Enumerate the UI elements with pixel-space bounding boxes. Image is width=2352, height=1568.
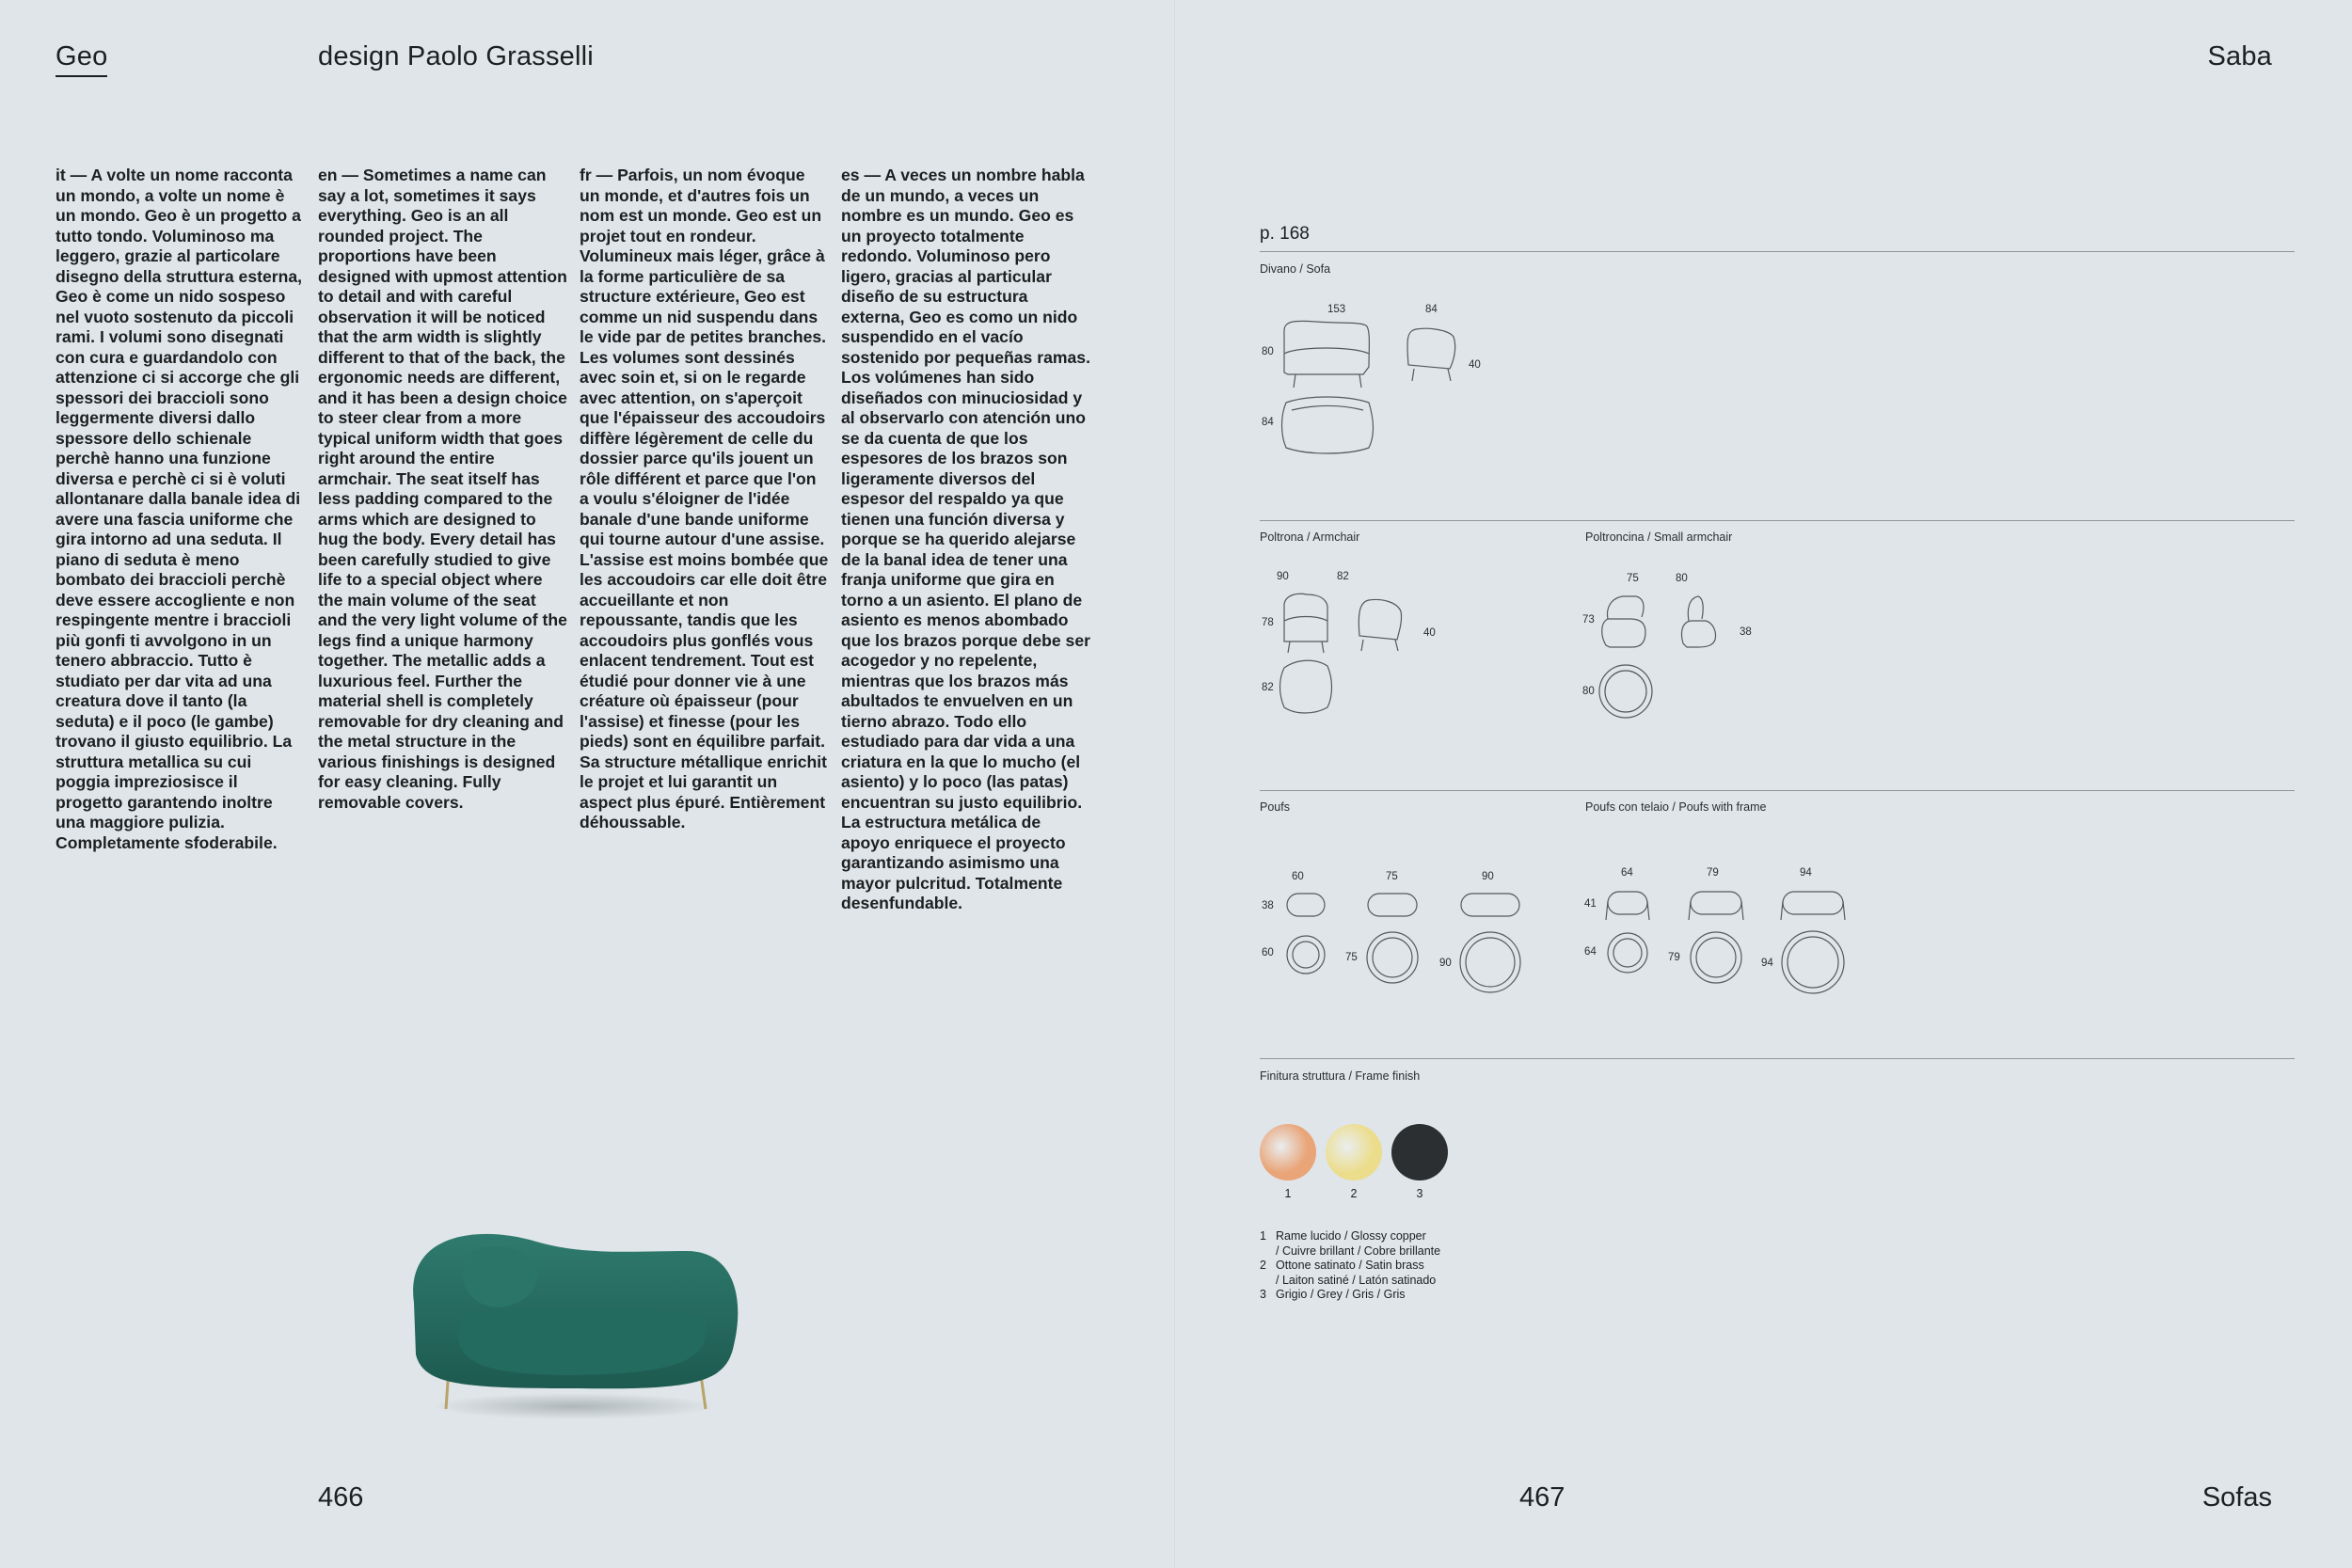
pouf-frame-width-3: 94 (1800, 867, 1812, 879)
sofa-depth: 84 (1425, 304, 1438, 315)
armchair-height: 78 (1262, 617, 1274, 628)
brand-name: Saba (2207, 41, 2272, 71)
armchair-seat-height: 40 (1423, 627, 1436, 639)
divider (1260, 251, 2295, 252)
finish-item-text: Rame lucido / Glossy copper / Cuivre brillant / Cobre brillante (1276, 1229, 1441, 1258)
sofa-photo (395, 1213, 753, 1430)
small-armchair-width: 75 (1627, 573, 1639, 584)
finish-item-number: 3 (1260, 1288, 1266, 1301)
finish-swatch-1 (1260, 1124, 1316, 1180)
text-spanish: es — A veces un nombre habla de un mundo, a veces un nombre es un mundo. Geo es un proyecto totalmente redondo. Voluminoso pero ligero, gracias al particular diseño de su estructura externa, Geo es como un nido suspendido en el vacío sostenido por pequeñas ramas. Los volúmenes han sido diseñados con minuciosidad y al observarlo con atención uno se da cuenta de que los espesores de los brazos son ligeramente diversos del espesor del respaldo ya que tienen una función diversa y porque se ha querido alejarse de la banal idea de tener una franja uniforme que gira en torno a un asiento. El plano de asiento es menos abombado que los brazos porque debe ser acogedor y no repelente, mientras que los brazos más abultados te envuelven en un tierno abrazo. Todo ello estudiado para dar vida a una criatura en la que lo mucho (el asiento) y lo poco (las patas) encuentran su justo equilibrio. La estructura metálica de apoyo enriquece el proyecto garantizando asimismo una mayor pulcritud. Totalmente desenfundable. (841, 166, 1090, 912)
page-number-right: 467 (1519, 1482, 1565, 1513)
poufs-frame-drawing (1175, 0, 1176, 1)
sofa-label: Divano / Sofa (1260, 262, 1331, 276)
poufs-label: Poufs (1260, 800, 1290, 814)
pouf-width-3: 90 (1482, 871, 1494, 882)
small-armchair-height: 73 (1582, 614, 1595, 626)
pouf-diameter-2: 75 (1345, 952, 1358, 963)
divider (1260, 790, 2295, 791)
finish-list (1260, 1229, 1440, 1303)
armchair-width: 90 (1277, 571, 1289, 582)
pouf-frame-diameter-2: 79 (1668, 952, 1680, 963)
text-english: en — Sometimes a name can say a lot, sometimes it says everything. Geo is an all rounded project. The proportions have been designed with upmost attention to detail and with careful observation it will be noticed that the arm width is slightly different to that of the back, the ergonomic needs are different, and it has been a design choice to steer clear from a more typical uniform width that goes right around the entire armchair. The seat itself has less padding compared to the arms which are designed to hug the body. Every detail has been carefully studied to give life to a special object where the main volume of the seat and the very light volume of the legs find a unique harmony together. The metallic adds a luxurious feel. Further the material shell is completely removable for dry cleaning and the metal structure in the various finishings is designed for easy cleaning. Fully removable covers. (318, 166, 567, 812)
left-page (0, 0, 1174, 1568)
product-name: Geo (56, 41, 107, 77)
sofa-plan-depth: 84 (1262, 417, 1274, 428)
finish-swatch-2 (1326, 1124, 1382, 1180)
sofa-height: 80 (1262, 346, 1274, 357)
finish-item (1260, 1259, 1440, 1288)
finish-item (1260, 1288, 1440, 1303)
text-french: fr — Parfois, un nom évoque un monde, et d'autres fois un nom est un monde. Geo est un projet tout en rondeur. Volumineux mais léger, grâce à la forme particulière de sa structure extérieure, Geo est comme un nid suspendu dans le vide par de petites branches. Les volumes sont dessinés avec soin et, si on le regarde avec attention, on s'aperçoit que l'épaisseur des accoudoirs diffère légèrement de celle du dossier parce qu'ils jouent un rôle différent et parce que l'on a voulu s'éloigner de l'idée banale d'une bande uniforme qui tourne autour d'une assise. L'assise est moins bombée que les accoudoirs car elle doit être accueillante et non repoussante, tandis que les accoudoirs plus gonflés vous enlacent tendrement. Tout est étudié pour donner vie à une créature où épaisseur (pour l'assise) et finesse (pour les pieds) sont en équilibre parfait. Sa structure métallique enrichit le projet et lui garantit un aspect plus épuré. Entièrement déhoussable. (580, 166, 829, 832)
small-armchair-plan-depth: 80 (1582, 686, 1595, 697)
finish-item (1260, 1229, 1440, 1259)
divider (1260, 1058, 2295, 1059)
finish-item-number: 1 (1260, 1229, 1266, 1243)
page-reference: p. 168 (1260, 224, 1310, 244)
divider (1260, 520, 2295, 521)
right-page (1174, 0, 2352, 1568)
sofa-seat-height: 40 (1469, 359, 1481, 371)
finish-item-number: 2 (1260, 1259, 1266, 1272)
small-armchair-label: Poltroncina / Small armchair (1585, 531, 1733, 544)
armchair-label: Poltrona / Armchair (1260, 531, 1360, 544)
poufs-frame-label: Poufs con telaio / Poufs with frame (1585, 800, 1767, 814)
armchair-depth: 82 (1337, 571, 1349, 582)
pouf-diameter-3: 90 (1439, 958, 1452, 969)
sofa-width: 153 (1327, 304, 1346, 315)
pouf-frame-width-1: 64 (1621, 867, 1633, 879)
finish-label: Finitura struttura / Frame finish (1260, 1069, 1421, 1083)
pouf-width-2: 75 (1386, 871, 1398, 882)
small-armchair-seat-height: 38 (1740, 626, 1752, 638)
text-italian: it — A volte un nome racconta un mondo, a volte un nome è un mondo. Geo è un progetto a tutto tondo. Voluminoso ma leggero, grazie al particolare disegno della struttura esterna, Geo è come un nido sospeso nel vuoto sostenuto da piccoli rami. I volumi sono disegnati con cura e guardandolo con attenzione ci si accorge che gli spessori dei braccioli sono leggermente diversi dallo spessore dello schienale perchè hanno una funzione diversa e perchè ci si è voluti allontanare dalla banale idea di avere una fascia uniforme che gira intorno ad una seduta. Il piano di seduta è meno bombato dei braccioli perchè deve essere accogliente e non respingente mentre i braccioli più gonfi ti avvolgono in un tenero abbraccio. Tutto è studiato per dar vita ad una creatura dove il tanto (la seduta) e il poco (le gambe) trovano il giusto equilibrio. La struttura metallica su cui poggia impreziosisce il progetto garantendo inoltre una maggiore pulizia. Completamente sfoderabile. (56, 166, 303, 852)
finish-swatch-number: 1 (1284, 1187, 1292, 1200)
small-armchair-depth: 80 (1676, 573, 1688, 584)
section-name: Sofas (2201, 1482, 2272, 1513)
pouf-height: 38 (1262, 900, 1274, 911)
designer-credit: design Paolo Grasselli (318, 41, 594, 71)
finish-swatch-3 (1391, 1124, 1448, 1180)
pouf-frame-diameter-3: 94 (1761, 958, 1773, 969)
finish-item-text: Ottone satinato / Satin brass / Laiton satiné / Latón satinado (1276, 1259, 1437, 1287)
finish-item-text: Grigio / Grey / Gris / Gris (1276, 1288, 1406, 1301)
pouf-frame-width-2: 79 (1707, 867, 1719, 879)
armchair-plan-depth: 82 (1262, 682, 1274, 693)
page-number-left: 466 (318, 1482, 364, 1513)
pouf-frame-height: 41 (1584, 898, 1597, 910)
pouf-frame-diameter-1: 64 (1584, 946, 1597, 958)
pouf-diameter-1: 60 (1262, 947, 1274, 958)
finish-swatch-number: 3 (1416, 1187, 1423, 1200)
finish-swatch-number: 2 (1350, 1187, 1358, 1200)
pouf-width-1: 60 (1292, 871, 1304, 882)
